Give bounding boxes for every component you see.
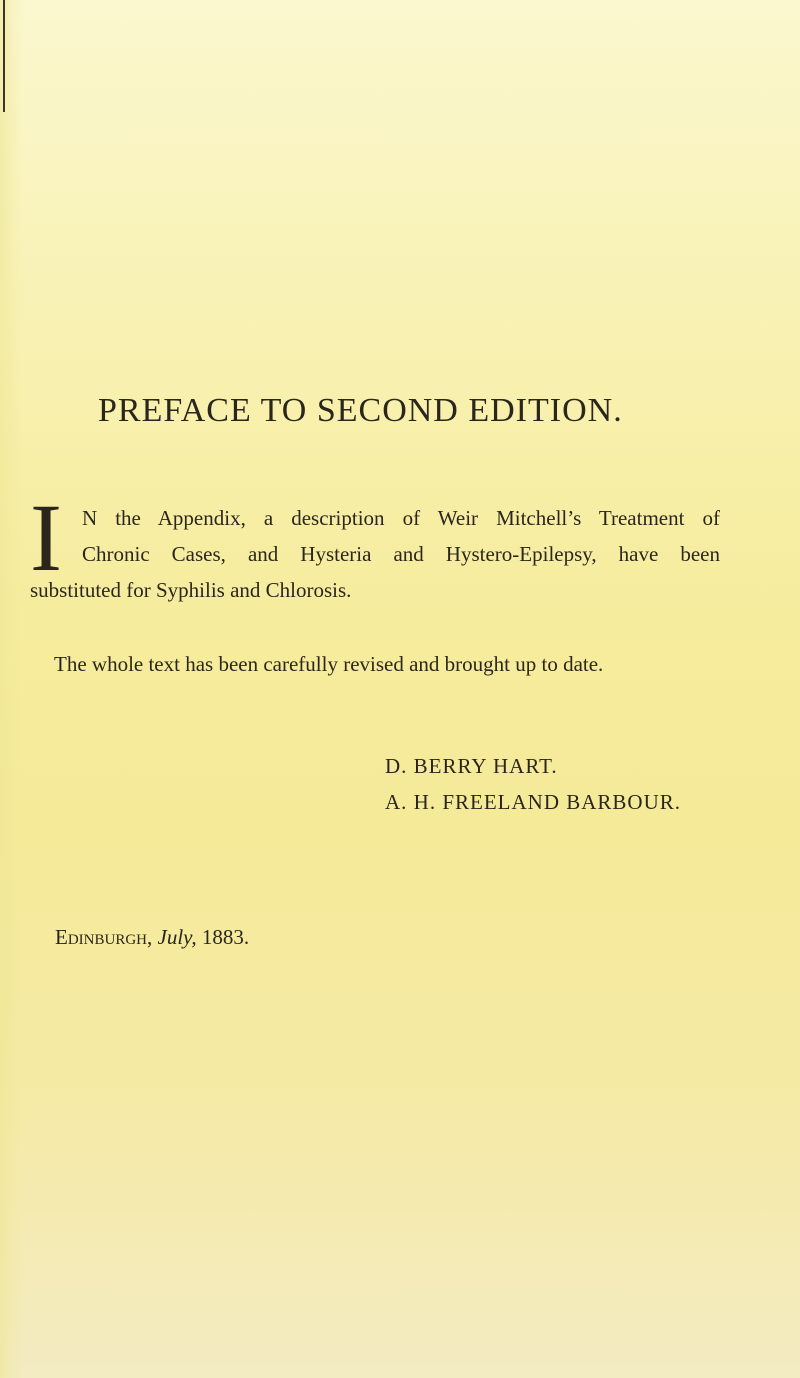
paragraph-appendix — [30, 500, 742, 608]
dateline-year: 1883. — [201, 925, 250, 949]
line-2-text: Chronic Cases, and Hysteria and Hystero-Epilepsy, have been — [82, 542, 720, 566]
paragraph-line-2 — [30, 536, 742, 572]
line-1-text: N the Appendix, a description of Weir Mitchell’s Treatment of — [82, 506, 720, 530]
drop-cap: I — [30, 484, 62, 591]
signature-author-1: D. BERRY HART. — [385, 754, 558, 778]
page-edge — [0, 0, 22, 1378]
binding-edge-line — [3, 0, 5, 112]
paragraph-revision: The whole text has been carefully revised and brought up to date. — [54, 652, 604, 676]
dateline — [55, 925, 249, 950]
dateline-month: July, — [157, 925, 197, 949]
signature-author-2: A. H. FREELAND BARBOUR. — [385, 790, 682, 814]
paragraph-line-1 — [30, 500, 742, 536]
paragraph-line-3: substituted for Syphilis and Chlorosis. — [30, 578, 352, 602]
dateline-place: Edinburgh, — [55, 925, 153, 949]
page-title: PREFACE TO SECOND EDITION. — [98, 392, 623, 429]
